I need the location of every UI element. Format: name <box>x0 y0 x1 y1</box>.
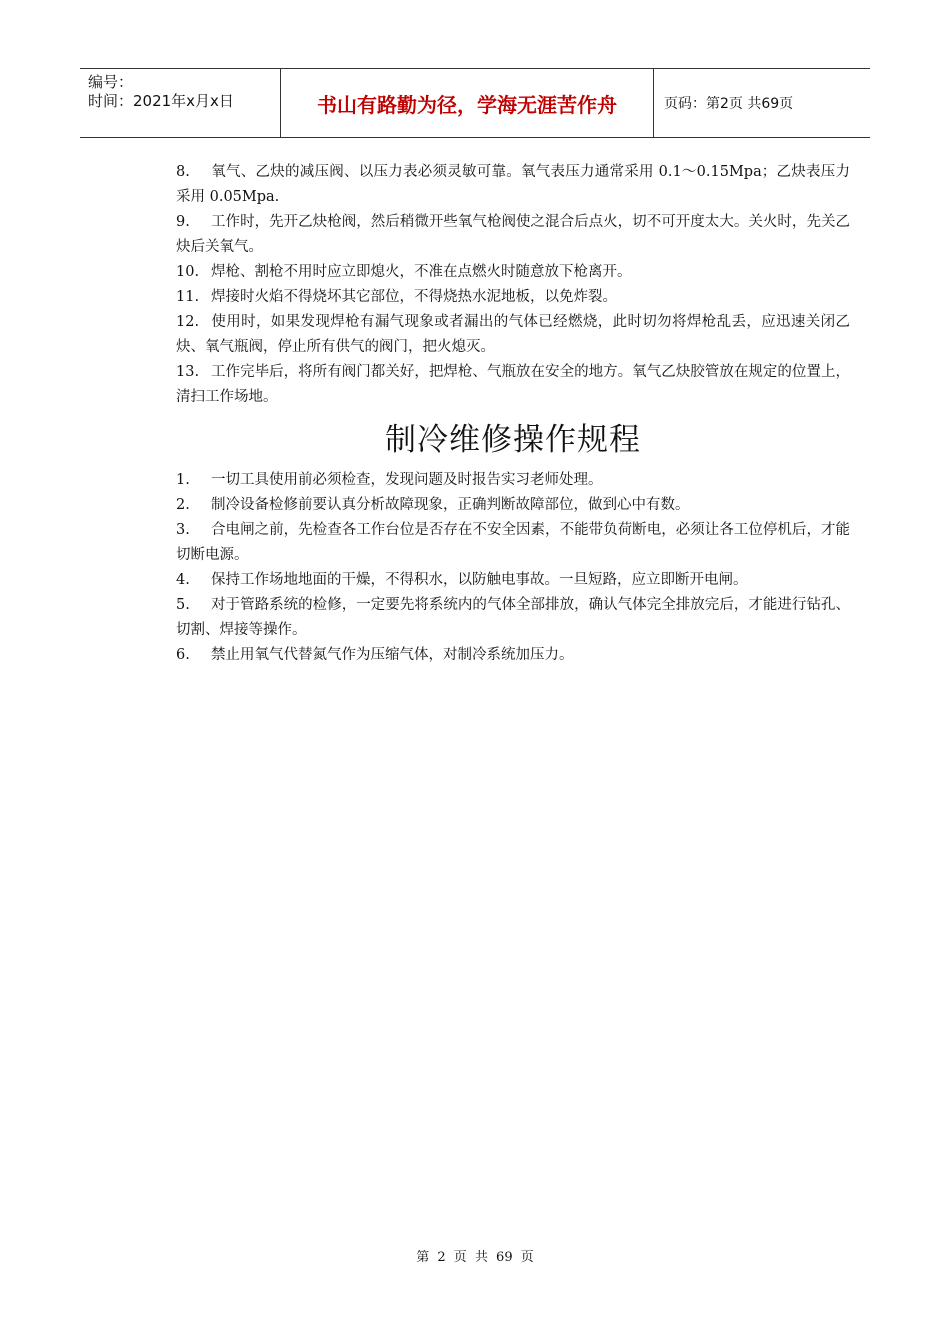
list-item <box>176 468 850 493</box>
item-text: 禁止用氧气代替氮气作为压缩气体，对制冷系统加压力。 <box>211 647 574 663</box>
item-text: 工作完毕后，将所有阀门都关好，把焊枪、气瓶放在安全的地方。氧气乙炔胶管放在规定的位置上，清扫工作场地。 <box>176 364 850 405</box>
item-text: 焊接时火焰不得烧坏其它部位，不得烧热水泥地板，以免炸裂。 <box>211 289 617 305</box>
item-number: 9. <box>176 214 190 230</box>
item-text: 一切工具使用前必须检查，发现问题及时报告实习老师处理。 <box>211 472 603 488</box>
item-text: 保持工作场地地面的干燥，不得积水，以防触电事故。一旦短路，应立即断开电闸。 <box>211 572 748 588</box>
list-item <box>176 310 850 360</box>
list-item <box>176 593 850 643</box>
item-number: 2. <box>176 497 190 513</box>
list-item <box>176 643 850 668</box>
document-time-label: 时间：2021年x月x日 <box>88 92 234 110</box>
list-item <box>176 360 850 410</box>
section-title: 制冷维修操作规程 <box>385 422 641 458</box>
header-page-info: 页码：第2页 共69页 <box>664 96 794 112</box>
item-text: 对于管路系统的检修，一定要先将系统内的气体全部排放，确认气体完全排放完后，才能进行钻孔、切割、焊接等操作。 <box>176 597 850 638</box>
list-item <box>176 160 850 210</box>
document-number-label: 编号： <box>88 73 134 91</box>
list-item <box>176 493 850 518</box>
header-meta <box>80 69 281 137</box>
item-number: 11. <box>176 289 200 305</box>
list-item <box>176 285 850 310</box>
welding-rules-list <box>176 160 850 410</box>
item-number: 10. <box>176 264 200 280</box>
item-text: 使用时，如果发现焊枪有漏气现象或者漏出的气体已经燃烧，此时切勿将焊枪乱丢，应迅速关闭乙炔、氧气瓶阀，停止所有供气的阀门，把火熄灭。 <box>176 314 850 355</box>
item-number: 4. <box>176 572 190 588</box>
item-number: 3. <box>176 522 190 538</box>
list-item <box>176 568 850 593</box>
item-text: 合电闸之前，先检查各工作台位是否存在不安全因素，不能带负荷断电，必须让各工位停机后，才能切断电源。 <box>176 522 850 563</box>
page-footer: 第 2 页 共 69 页 <box>416 1250 534 1265</box>
list-item <box>176 210 850 260</box>
list-item <box>176 518 850 568</box>
item-text: 制冷设备检修前要认真分析故障现象，正确判断故障部位，做到心中有数。 <box>211 497 690 513</box>
item-text: 氧气、乙炔的减压阀、以压力表必须灵敏可靠。氧气表压力通常采用 0.1～0.15Mpa；乙炔表压力采用 0.05Mpa. <box>176 164 850 205</box>
document-header <box>80 68 870 138</box>
list-item <box>176 260 850 285</box>
item-number: 13. <box>176 364 200 380</box>
item-number: 8. <box>176 164 190 180</box>
item-number: 6. <box>176 647 190 663</box>
header-motto: 书山有路勤为径，学海无涯苦作舟 <box>281 69 654 137</box>
item-number: 1. <box>176 472 190 488</box>
item-number: 12. <box>176 314 200 330</box>
item-number: 5. <box>176 597 190 613</box>
item-text: 工作时，先开乙炔枪阀，然后稍微开些氧气枪阀使之混合后点火，切不可开度太大。关火时，先关乙炔后关氧气。 <box>176 214 850 255</box>
item-text: 焊枪、割枪不用时应立即熄火，不准在点燃火时随意放下枪离开。 <box>211 264 632 280</box>
document-body <box>176 160 850 668</box>
refrigeration-rules-list <box>176 468 850 668</box>
